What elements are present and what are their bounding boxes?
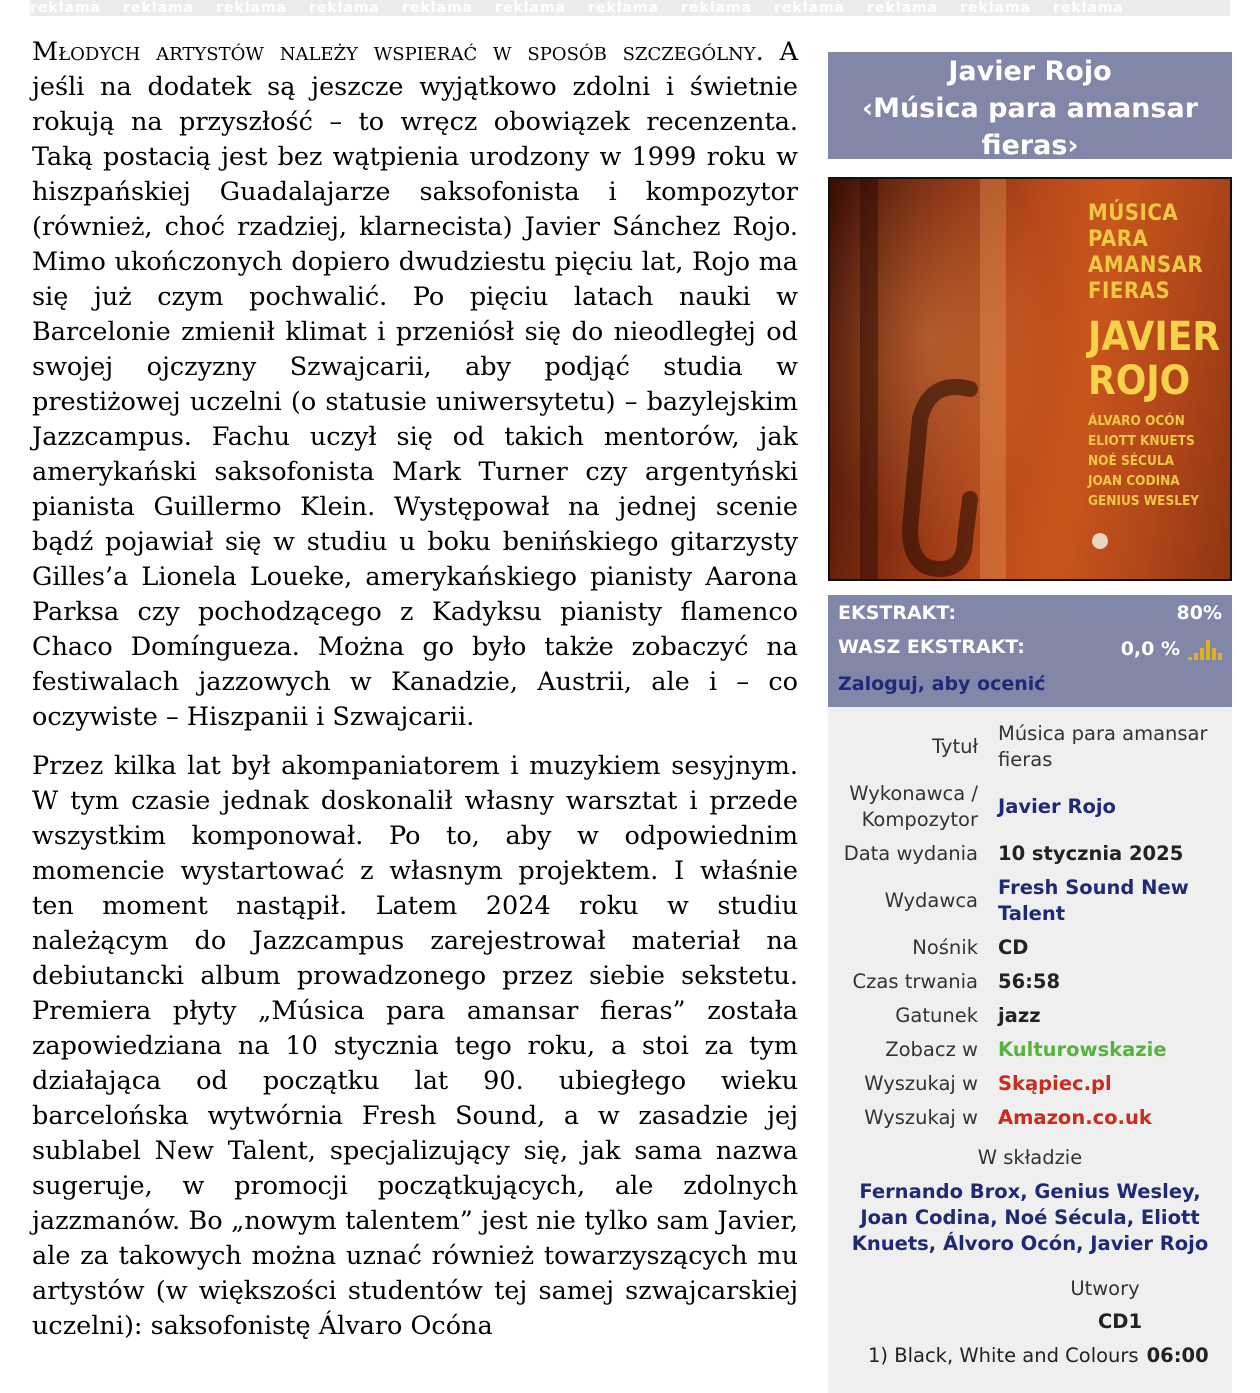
track-list [828, 1339, 1232, 1373]
duration-value: 56:58 [998, 970, 1061, 993]
member-link[interactable]: Eliott Knuets [851, 1206, 1200, 1255]
cover-artist [1088, 315, 1220, 403]
details-table [828, 717, 1232, 1135]
artist-link[interactable]: Javier Rojo [998, 795, 1116, 818]
login-to-rate-link[interactable]: Zaloguj, aby ocenić [838, 673, 1046, 695]
track-item [828, 1339, 1232, 1373]
ad-label: reklama [30, 0, 101, 16]
track-time: 06:00 [1146, 1344, 1209, 1367]
cover-musician-name: JOAN CODINA [1088, 473, 1180, 489]
detail-row-search-2: Wyszukaj w Amazon.co.uk [828, 1101, 1232, 1135]
detail-row-artist: Wykonawca / Kompozytor Javier Rojo [828, 777, 1232, 837]
album-artist: Javier Rojo [948, 56, 1112, 87]
disc-label: CD1 [1097, 1310, 1143, 1333]
detail-row-medium: Nośnik CD [828, 931, 1232, 965]
track-title: 1) Black, White and Colours [868, 1344, 1139, 1367]
album-details [828, 707, 1232, 1393]
member-link[interactable]: Joan Codina [860, 1206, 991, 1229]
album-cover-image[interactable] [828, 177, 1232, 581]
rating-bar [1188, 657, 1192, 660]
genre-value: jazz [998, 1004, 1041, 1027]
cover-musician-name: ÁLVARO OCÓN [1088, 413, 1185, 429]
member-link[interactable]: Álvoro Ocón [942, 1232, 1077, 1255]
cover-musician-name: ELIOTT KNUETS [1088, 433, 1195, 449]
rating-bar [1194, 653, 1198, 660]
ad-banner-strip[interactable]: reklama reklama reklama reklama reklama reklama reklama reklama reklama reklama reklama reklama [30, 0, 1230, 16]
medium-value: CD [998, 936, 1029, 959]
rating-bar [1200, 648, 1204, 660]
detail-row-duration: Czas trwania 56:58 [828, 965, 1232, 999]
title-value: Música para amansar fieras [998, 722, 1208, 771]
member-link[interactable]: Genius Wesley [1034, 1180, 1194, 1203]
detail-row-label: Wydawca Fresh Sound New Talent [828, 871, 1232, 931]
kulturowskaz-link[interactable]: Kulturowskazie [998, 1038, 1167, 1061]
member-link[interactable]: Fernando Brox [859, 1180, 1021, 1203]
wasz-ekstrakt-value: 0,0 % [1120, 638, 1180, 660]
cover-artist-line: ROJO [1088, 358, 1191, 404]
detail-row-title: Tytuł Música para amansar fieras [828, 717, 1232, 777]
cover-artist-line: JAVIER [1088, 314, 1221, 360]
album-title-box [828, 52, 1232, 159]
detail-row-search-1: Wyszukaj w Skąpiec.pl [828, 1067, 1232, 1101]
tracks-heading: Utwory [1070, 1277, 1140, 1300]
rating-bars-icon[interactable] [1188, 638, 1222, 660]
skapiec-link[interactable]: Skąpiec.pl [998, 1072, 1112, 1095]
label-logo-icon [1092, 533, 1108, 549]
lead-in: Młodych artystów należy wspierać w sposób szczególny. [32, 37, 764, 67]
label-link[interactable]: Fresh Sound New Talent [998, 876, 1189, 925]
cover-title [1088, 201, 1203, 305]
saxophone-silhouette [870, 379, 1010, 579]
cover-musicians [1088, 411, 1199, 511]
cover-title-line: AMANSAR [1088, 253, 1204, 278]
cover-title-line: MÚSICA [1088, 201, 1179, 226]
album-title: ‹Música para amansar fieras› [861, 93, 1199, 161]
detail-row-see: Zobacz w Kulturowskazie [828, 1033, 1232, 1067]
release-date: 10 stycznia 2025 [998, 842, 1184, 865]
rating-bar [1218, 653, 1222, 660]
rating-box [828, 595, 1232, 707]
cover-title-line: FIERAS [1088, 279, 1171, 304]
rating-bar [1206, 640, 1210, 660]
wasz-ekstrakt-label: WASZ EKSTRAKT: [838, 636, 1025, 658]
album-sidebar [828, 52, 1232, 1393]
member-link[interactable]: Javier Rojo [1090, 1232, 1209, 1255]
amazon-link[interactable]: Amazon.co.uk [998, 1106, 1152, 1129]
article-paragraph: Przez kilka lat był akompaniatorem i muzykiem sesyjnym. W tym czasie jednak doskonalił własny warsztat i przede wszystkim komponował. Po to, aby w odpowiednim momencie wystartować z własnym projektem. I właśnie ten moment nastąpił. Latem 2024 roku w studiu należącym do Jazzcampus zarejestrował materiał na debiutancki album prowadzonego przez siebie sekstetu. Premiera płyty „Música para amansar fieras” została zapowiedziana na 10 stycznia tego roku, a stoi za tym działająca od początku lat 90. ubiegłego wieku barcelońska wytwórnia Fresh Sound, a w zasadzie jej sublabel New Talent, specjalizujący się, jak sama nazwa sugeruje, w promocji początkujących, ale zdolnych jazzmanów. Bo „nowym talentem” jest nie tylko sam Javier, ale za takowych można uznać również towarzyszących mu artystów (w większości studentów tej samej szwajcarskiej uczelni): saksofonistę Álvaro Ocóna [32, 751, 798, 1341]
member-link[interactable]: Noé Sécula [1004, 1206, 1127, 1229]
rating-bar [1212, 648, 1216, 660]
cover-musician-name: GENIUS WESLEY [1088, 493, 1200, 509]
detail-row-date: Data wydania 10 stycznia 2025 [828, 837, 1232, 871]
ekstrakt-value: 80% [1176, 602, 1222, 624]
ekstrakt-row [838, 598, 1222, 632]
cover-title-line: PARA [1088, 227, 1149, 252]
cover-musician-name: NOÉ SÉCULA [1088, 453, 1174, 469]
ekstrakt-label: EKSTRAKT: [838, 602, 956, 624]
lineup-list: Fernando Brox, Genius Wesley, Joan Codina, Noé Sécula, Eliott Knuets, Álvoro Ocón, Javier Rojo [851, 1180, 1209, 1255]
lineup-heading: W składzie [977, 1146, 1083, 1169]
wasz-ekstrakt-row [838, 632, 1222, 666]
detail-row-genre: Gatunek jazz [828, 999, 1232, 1033]
article-body [32, 35, 798, 1358]
article-paragraph: Młodych artystów należy wspierać w sposób szczególny. A jeśli na dodatek są jeszcze wyjątkowo zdolni i świetnie rokują na przyszłość – to wręcz obowiązek recenzenta. Taką postacią jest bez wątpienia urodzony w 1999 roku w hiszpańskiej Guadalajarze saksofonista i kompozytor (również, choć rzadziej, klarnecista) Javier Sánchez Rojo. Mimo ukończonych dopiero dwudziestu pięciu lat, Rojo ma się już czym pochwalić. Po pięciu latach nauki w Barcelonie zmienił klimat i przeniósł się do nieodległej od swojej ojczyzny Szwajcarii, aby podjąć studia w prestiżowej uczelni (o statusie uniwersytetu) – bazylejskim Jazzcampus. Fachu uczył się od takich mentorów, jak amerykański saksofonista Mark Turner czy argentyński pianista Guillermo Klein. Występował na jednej scenie bądź pojawiał się w studiu u boku benińskiego gitarzysty Gilles’a Lionela Loueke, amerykańskiego pianisty Aarona Parksa czy pochodzącego z Kadyksu pianisty flamenco Chaco Domíngueza. Można go było także zobaczyć na festiwalach jazzowych w Kanadzie, Austrii, ale i – co oczywiste – Hiszpanii i Szwajcarii. [32, 37, 799, 732]
